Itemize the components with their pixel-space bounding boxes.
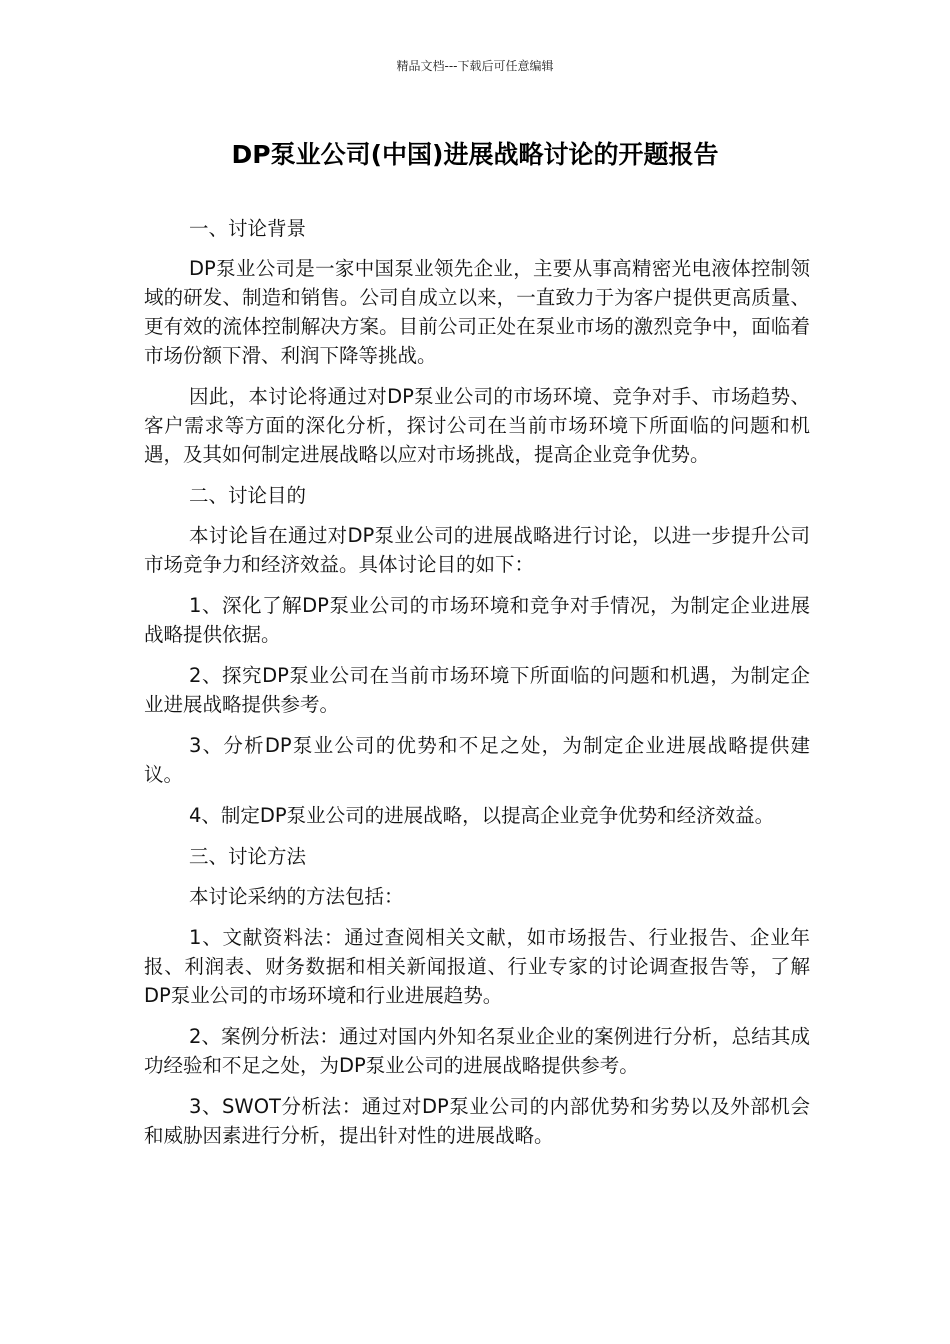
list-item: 3、分析DP泵业公司的优势和不足之处，为制定企业进展战略提供建议。 bbox=[144, 734, 810, 786]
document-title: DP泵业公司(中国)进展战略讨论的开题报告 bbox=[231, 140, 719, 169]
list-item: 1、深化了解DP泵业公司的市场环境和竞争对手情况，为制定企业进展战略提供依据。 bbox=[144, 594, 810, 646]
list-item: 2、探究DP泵业公司在当前市场环境下所面临的问题和机遇，为制定企业进展战略提供参考。 bbox=[144, 664, 810, 716]
document-body bbox=[144, 214, 810, 1162]
paragraph: DP泵业公司是一家中国泵业领先企业，主要从事高精密光电液体控制领域的研发、制造和销售。公司自成立以来，一直致力于为客户提供更高质量、更有效的流体控制解决方案。目前公司正处在泵业市场的激烈竞争中，面临着市场份额下滑、利润下降等挑战。 bbox=[144, 257, 810, 367]
section-background bbox=[144, 214, 810, 469]
paragraph: 本讨论旨在通过对DP泵业公司的进展战略进行讨论，以进一步提升公司市场竞争力和经济效益。具体讨论目的如下： bbox=[144, 524, 810, 576]
section-heading: 二、讨论目的 bbox=[189, 484, 307, 507]
section-heading: 一、讨论背景 bbox=[189, 217, 307, 240]
paragraph: 因此，本讨论将通过对DP泵业公司的市场环境、竞争对手、市场趋势、客户需求等方面的深化分析，探讨公司在当前市场环境下所面临的问题和机遇，及其如何制定进展战略以应对市场挑战，提高企业竞争优势。 bbox=[144, 385, 810, 466]
list-item: 1、文献资料法：通过查阅相关文献，如市场报告、行业报告、企业年报、利润表、财务数据和相关新闻报道、行业专家的讨论调查报告等，了解DP泵业公司的市场环境和行业进展趋势。 bbox=[144, 926, 810, 1007]
header-note: 精品文档---下载后可任意编辑 bbox=[396, 59, 554, 73]
list-item: 3、SWOT分析法：通过对DP泵业公司的内部优势和劣势以及外部机会和威胁因素进行分析，提出针对性的进展战略。 bbox=[144, 1095, 810, 1147]
paragraph: 本讨论采纳的方法包括： bbox=[189, 885, 404, 908]
section-heading: 三、讨论方法 bbox=[189, 845, 307, 868]
section-purpose bbox=[144, 481, 810, 830]
section-methods bbox=[144, 842, 810, 1150]
list-item: 2、案例分析法：通过对国内外知名泵业企业的案例进行分析，总结其成功经验和不足之处，为DP泵业公司的进展战略提供参考。 bbox=[144, 1025, 810, 1077]
list-item: 4、制定DP泵业公司的进展战略，以提高企业竞争优势和经济效益。 bbox=[189, 804, 775, 827]
